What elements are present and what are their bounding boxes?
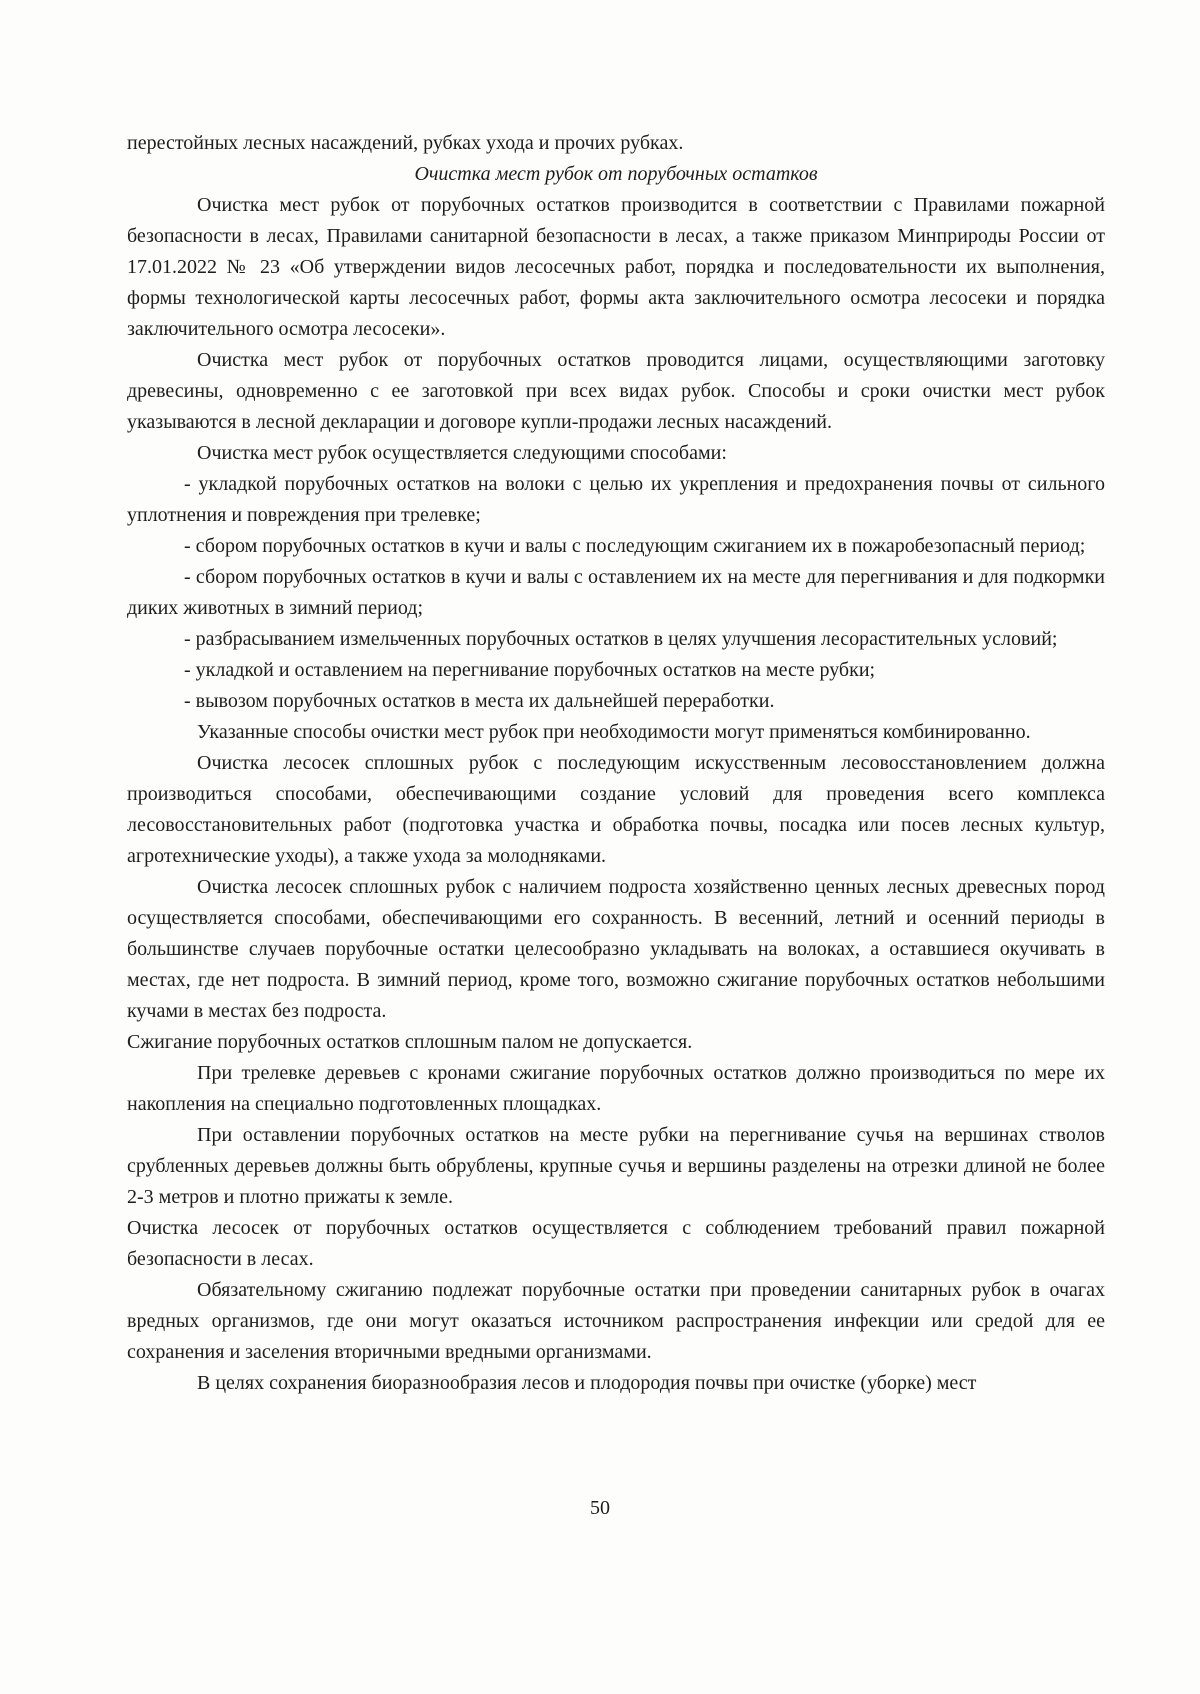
list-item: - укладкой и оставлением на перегнивание порубочных остатков на месте рубки; bbox=[184, 659, 876, 681]
paragraph: Очистка мест рубок от порубочных остатков проводится лицами, осуществляющими заготовку древесины, одновременно с ее заготовкой при всех видах рубок. Способы и сроки очистки мест рубок указываются в лесной декларации и договоре купли-продажи лесных насаждений. bbox=[127, 349, 1105, 433]
paragraph: Обязательному сжиганию подлежат порубочные остатки при проведении санитарных рубок в очагах вредных организмов, где они могут оказаться источником распространения инфекции или средой для ее сохранения и заселения вторичными вредными организмами. bbox=[127, 1279, 1105, 1363]
paragraph: Указанные способы очистки мест рубок при необходимости могут применяться комбинированно. bbox=[197, 721, 1031, 743]
paragraph: Очистка мест рубок от порубочных остатков производится в соответствии с Правилами пожарной безопасности в лесах, Правилами санитарной безопасности в лесах, а также приказом Минприроды России от 17.01.2022 № 23 «Об утверждении видов лесосечных работ, порядка и последовательности их выполнения, формы технологической карты лесосечных работ, формы акта заключительного осмотра лесосеки и порядка заключительного осмотра лесосеки». bbox=[127, 194, 1105, 340]
paragraph: Очистка лесосек от порубочных остатков осуществляется с соблюдением требований правил пожарной безопасности в лесах. bbox=[127, 1217, 1105, 1270]
page-number: 50 bbox=[590, 1497, 610, 1519]
paragraph: В целях сохранения биоразнообразия лесов и плодородия почвы при очистке (уборке) мест bbox=[197, 1372, 977, 1394]
paragraph: При трелевке деревьев с кронами сжигание порубочных остатков должно производиться по мере их накопления на специально подготовленных площадках. bbox=[127, 1062, 1105, 1115]
section-heading: Очистка мест рубок от порубочных остатков bbox=[414, 163, 818, 185]
paragraph: Очистка лесосек сплошных рубок с наличием подроста хозяйственно ценных лесных древесных пород осуществляется способами, обеспечивающими его сохранность. В весенний, летний и осенний периоды в большинстве случаев порубочные остатки целесообразно укладывать на волоках, а оставшиеся окучивать в местах, где нет подроста. В зимний период, кроме того, возможно сжигание порубочных остатков небольшими кучами в местах без подроста. bbox=[127, 876, 1105, 1022]
paragraph: Очистка лесосек сплошных рубок с последующим искусственным лесовосстановлением должна производиться способами, обеспечивающими создание условий для проведения всего комплекса лесовосстановительных работ (подготовка участка и обработка почвы, посадка или посев лесных культур, агротехнические уходы), а также ухода за молодняками. bbox=[127, 752, 1105, 867]
paragraph: При оставлении порубочных остатков на месте рубки на перегнивание сучья на вершинах стволов срубленных деревьев должны быть обрублены, крупные сучья и вершины разделены на отрезки длиной не более 2-3 метров и плотно прижаты к земле. bbox=[127, 1124, 1105, 1208]
list-item: - сбором порубочных остатков в кучи и валы с оставлением их на месте для перегнивания и для подкормки диких животных в зимний период; bbox=[127, 566, 1105, 619]
list-item: - сбором порубочных остатков в кучи и валы с последующим сжиганием их в пожаробезопасный период; bbox=[184, 535, 1086, 557]
first-line: перестойных лесных насаждений, рубках ухода и прочих рубках. bbox=[127, 132, 684, 154]
paragraph: Очистка мест рубок осуществляется следующими способами: bbox=[197, 442, 727, 464]
list-item: - вывозом порубочных остатков в места их дальнейшей переработки. bbox=[184, 690, 775, 712]
document-body bbox=[127, 128, 1105, 1399]
list-item: - разбрасыванием измельченных порубочных остатков в целях улучшения лесорастительных условий; bbox=[184, 628, 1058, 650]
list-item: - укладкой порубочных остатков на волоки с целью их укрепления и предохранения почвы от сильного уплотнения и повреждения при трелевке; bbox=[127, 473, 1105, 526]
paragraph: Сжигание порубочных остатков сплошным палом не допускается. bbox=[127, 1031, 693, 1053]
